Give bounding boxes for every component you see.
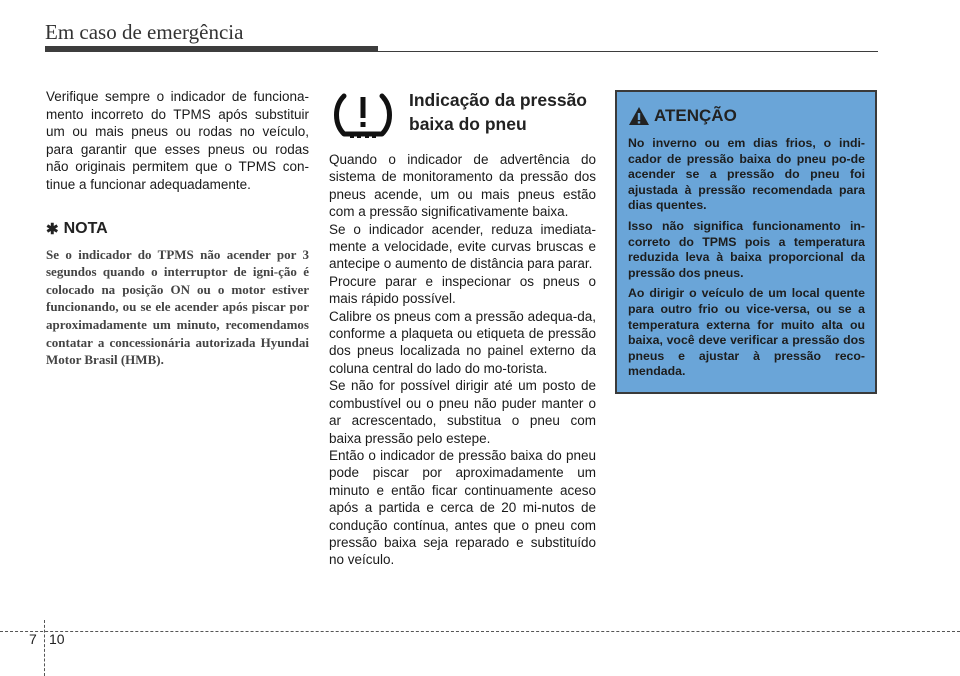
warning-triangle-icon (628, 106, 650, 126)
page-number: 10 (49, 631, 65, 647)
note-text: Se o indicador do TPMS não acender por 3 segundos quando o interruptor de igni-ção é colocado na posição ON ou o motor estiver funcionando, ou se ele acender após piscar por aproximadamente um minuto, recomendamos contatar a concessionária autorizada Hyundai Motor Brasil (HMB). (46, 246, 309, 368)
page-header-title: Em caso de emergência (45, 20, 244, 44)
section-title-line1: Indicação da pressão (409, 90, 587, 110)
body-paragraph: Se o indicador acender, reduza imediata-mente a velocidade, evite curvas bruscas e antecipe o aumento de distância para parar. (329, 221, 596, 272)
section-title-line2: baixa do pneu (409, 114, 527, 134)
body-paragraph: Procure parar e inspecionar os pneus o mais rápido possível. (329, 273, 596, 307)
footer-divider (44, 620, 45, 676)
footer-rule (0, 631, 960, 632)
caution-paragraph: Isso não significa funcionamento in-correto do TPMS pois a temperatura reduzida leva à baixa proporcional da pressão dos pneus. (628, 218, 865, 280)
caution-heading (628, 106, 865, 126)
header-bar (45, 46, 378, 52)
tpms-warning-icon (332, 90, 394, 140)
caution-box (615, 90, 877, 394)
chapter-number: 7 (29, 631, 37, 647)
x-mark-icon: ✱ (46, 220, 59, 238)
left-column (46, 88, 309, 369)
caution-paragraph: No inverno ou em dias frios, o indi-cador de pressão baixa do pneu po-de acender se a pressão do pneu foi ajustada à pressão recomendada para dias quentes. (628, 136, 865, 213)
caution-title: ATENÇÃO (654, 106, 737, 125)
header-rule (378, 51, 878, 52)
body-paragraph: Então o indicador de pressão baixa do pneu pode piscar por aproximadamente um minuto e então ficar continuamente aceso após a partida e cerca de 20 mi-nutos de condução contínua, antes que o pneu com pressão baixa seja reparado e substituído no veículo. (329, 447, 596, 568)
caution-paragraph: Ao dirigir o veículo de um local quente para outro frio ou vice-versa, ou se a temperatura externa for muito alta ou baixa, você deve verificar a pressão dos pneus e ajustar à pressão reco-mendada. (628, 286, 865, 379)
note-heading (46, 220, 309, 238)
body-paragraph: Calibre os pneus com a pressão adequa-da, conforme a plaqueta ou etiqueta de pressão dos pneus localizada no painel externo da coluna central do lado do mo-torista. (329, 308, 596, 376)
tpms-check-paragraph: Verifique sempre o indicador de funciona-mento incorreto do TPMS após substituir um ou mais pneus ou rodas no veículo, para garantir que esses pneus ou rodas não originais permitem que o TPMS con-tinue a funcionar adequadamente. (46, 89, 309, 192)
section-body (329, 151, 596, 569)
body-paragraph: Se não for possível dirigir até um posto de combustível ou o pneu não puder manter o ar acrescentado, substitua o pneu com baixa pressão pelo estepe. (329, 378, 596, 446)
note-title: NOTA (63, 219, 108, 237)
section-title (409, 88, 587, 136)
body-paragraph: Quando o indicador de advertência do sistema de monitoramento da pressão dos pneus acende, um ou mais pneus estão com a pressão significativamente baixa. (329, 152, 596, 220)
